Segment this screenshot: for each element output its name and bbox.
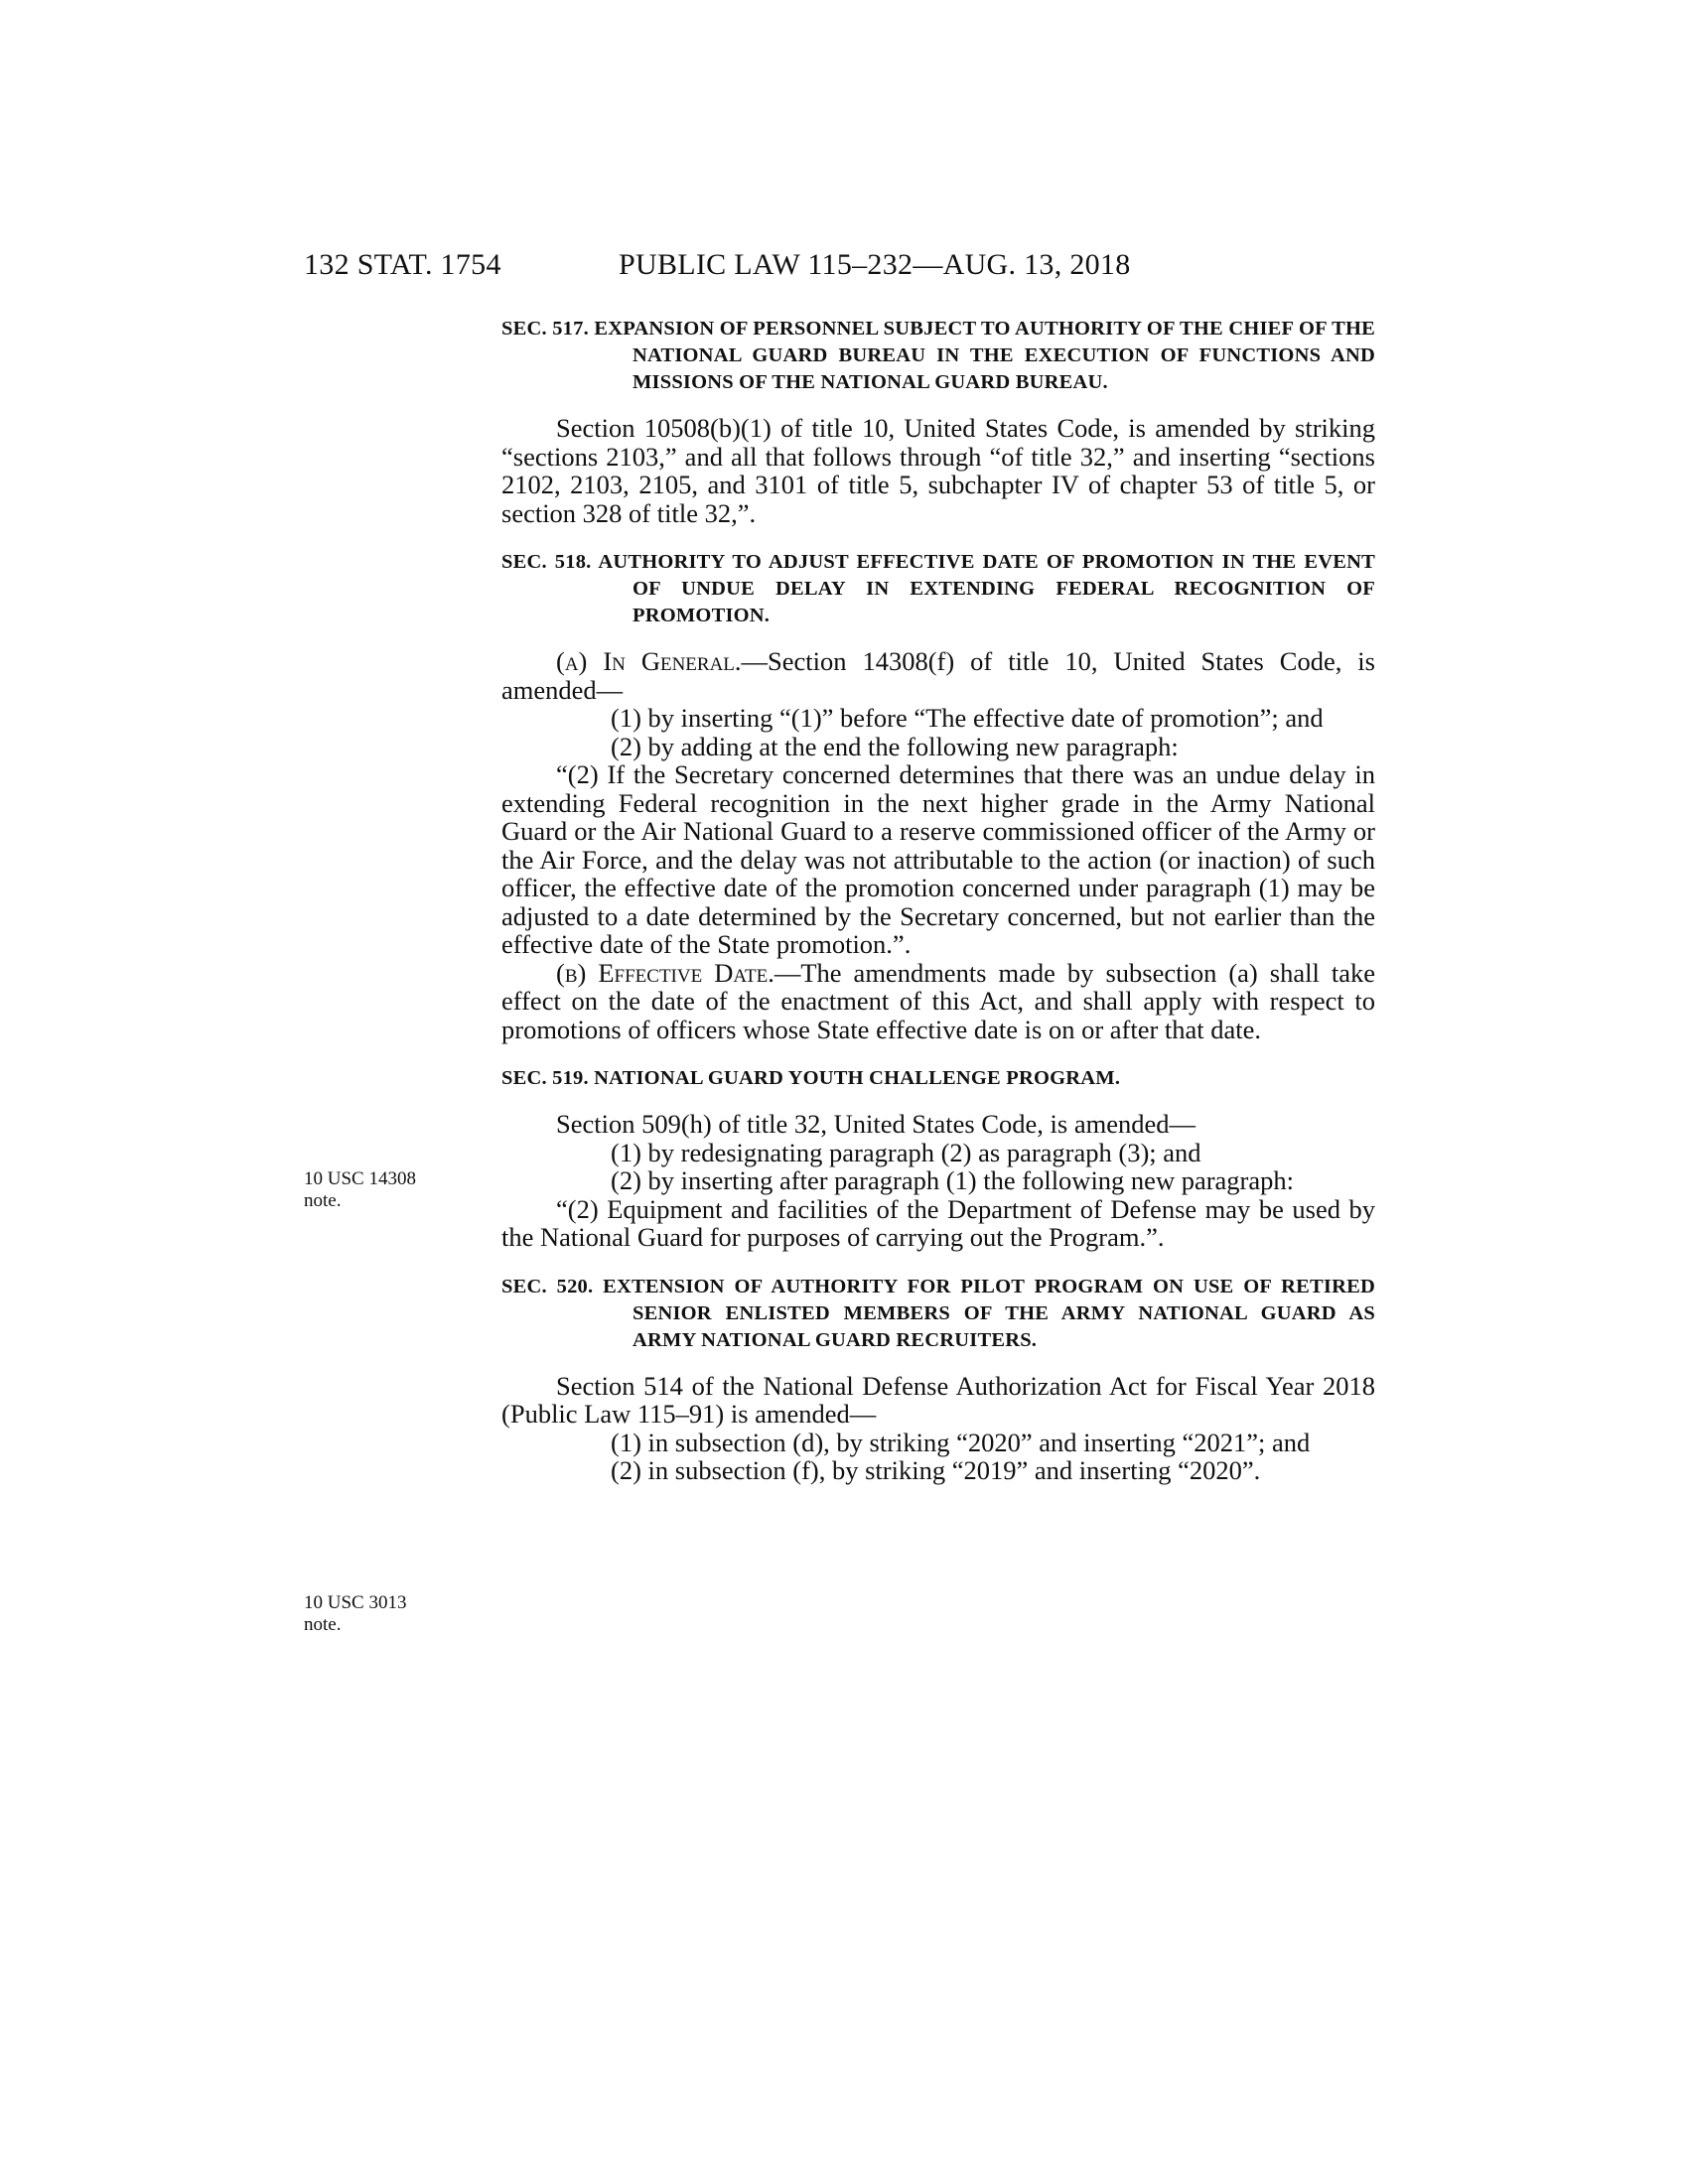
subsection-a-label: (a) In General. bbox=[556, 646, 742, 676]
paragraph-1: (1) by redesignating paragraph (2) as paragraph (3); and bbox=[611, 1137, 1201, 1167]
section-intro: Section 509(h) of title 32, United States Code, is amended— bbox=[556, 1109, 1196, 1139]
margin-note-citation: 10 USC 14308 bbox=[304, 1168, 416, 1189]
margin-note-suffix: note. bbox=[304, 1614, 342, 1635]
section-heading: SEC. 517. EXPANSION OF PERSONNEL SUBJECT TO AUTHORITY OF THE CHIEF OF THE NATIONAL GUARD BUREAU IN THE EXECUTION OF FUNCTIONS AND MISSIONS OF THE NATIONAL GUARD BUREAU. bbox=[501, 318, 1375, 393]
section-heading: SEC. 520. EXTENSION OF AUTHORITY FOR PILOT PROGRAM ON USE OF RETIRED SENIOR ENLISTED MEMBERS OF THE ARMY NATIONAL GUARD AS ARMY NATIONAL GUARD RECRUITERS. bbox=[501, 1275, 1375, 1351]
paragraph-2: (2) by adding at the end the following new paragraph: bbox=[611, 731, 1179, 761]
statute-page-number: 132 STAT. 1754 bbox=[304, 248, 501, 281]
section-heading: SEC. 518. AUTHORITY TO ADJUST EFFECTIVE DATE OF PROMOTION IN THE EVENT OF UNDUE DELAY IN EXTENDING FEDERAL RECOGNITION OF PROMOTION. bbox=[501, 551, 1375, 626]
section-517 bbox=[501, 316, 1375, 527]
paragraph-2: (2) in subsection (f), by striking “2019” and inserting “2020”. bbox=[611, 1455, 1261, 1485]
margin-note-14308 bbox=[304, 1168, 416, 1212]
section-intro: Section 514 of the National Defense Authorization Act for Fiscal Year 2018 (Public Law 115–91) is amended— bbox=[501, 1370, 1375, 1429]
page-header bbox=[304, 248, 1370, 288]
main-text-column bbox=[501, 316, 1375, 1485]
paragraph-2: (2) by inserting after paragraph (1) the following new paragraph: bbox=[611, 1165, 1295, 1195]
section-body: Section 10508(b)(1) of title 10, United States Code, is amended by striking “sections 2103,” and all that follows through “of title 32,” and inserting “sections 2102, 2103, 2105, and 3101 of title 5, subchapter IV of chapter 53 of title 5, or section 328 of title 32,”. bbox=[501, 413, 1375, 528]
quoted-paragraph: “(2) If the Secretary concerned determines that there was an undue delay in extending Federal recognition in the next higher grade in the Army National Guard or the Air National Guard to a reserve commissioned officer of the Army or the Air Force, and the delay was not attributable to the action (or inaction) of such officer, the effective date of the promotion concerned under paragraph (1) may be adjusted to a date determined by the Secretary concerned, but not earlier than the effective date of the State promotion.”. bbox=[501, 759, 1375, 959]
paragraph-1: (1) in subsection (d), by striking “2020” and inserting “2021”; and bbox=[611, 1427, 1311, 1457]
section-heading: SEC. 519. NATIONAL GUARD YOUTH CHALLENGE PROGRAM. bbox=[501, 1067, 1121, 1089]
paragraph-1: (1) by inserting “(1)” before “The effective date of promotion”; and bbox=[611, 703, 1324, 733]
subsection-b-label: (b) Effective Date. bbox=[556, 957, 774, 988]
subsection-b-text: —The amendments made by subsection (a) shall take effect on the date of the enactment of this Act, and shall apply with respect to promotions of officers whose State effective date is on or after that date. bbox=[501, 957, 1375, 1044]
running-title: PUBLIC LAW 115–232—AUG. 13, 2018 bbox=[619, 248, 1131, 281]
subsection-a-text: —Section 14308(f) of title 10, United States Code, is amended— bbox=[501, 646, 1375, 705]
margin-note-suffix: note. bbox=[304, 1190, 342, 1211]
subsection-a bbox=[501, 647, 1375, 704]
margin-note-3013 bbox=[304, 1592, 406, 1636]
margin-note-citation: 10 USC 3013 bbox=[304, 1592, 407, 1613]
section-519 bbox=[501, 1065, 1375, 1252]
subsection-b bbox=[501, 959, 1375, 1044]
section-520 bbox=[501, 1274, 1375, 1485]
section-518 bbox=[501, 549, 1375, 1043]
quoted-paragraph: “(2) Equipment and facilities of the Department of Defense may be used by the National Guard for purposes of carrying out the Program.”. bbox=[501, 1193, 1375, 1252]
